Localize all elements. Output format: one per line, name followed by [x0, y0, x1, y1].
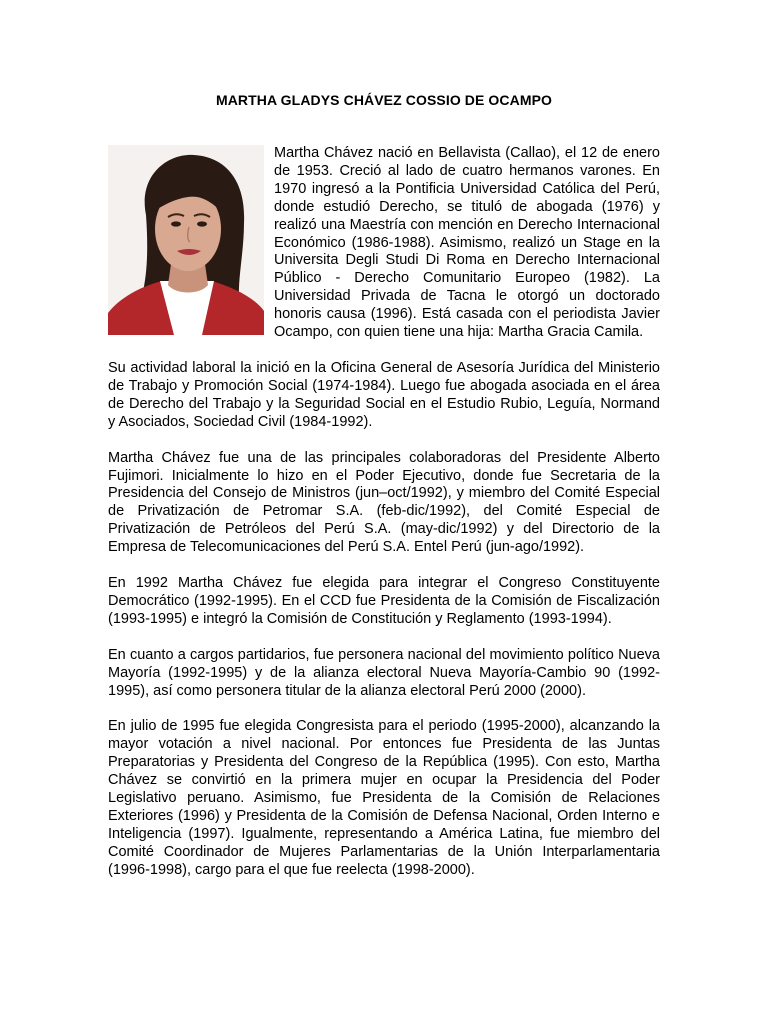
portrait-photo — [108, 145, 264, 335]
paragraph-5: En cuanto a cargos partidarios, fue personera nacional del movimiento político Nueva Mayoría (1992-1995) y de la alianza electoral Nueva Mayoría-Cambio 90 (1992-1995), así como personera titular de la alianza electoral Perú 2000 (2000). — [108, 646, 660, 699]
paragraph-1-text: Martha Chávez nació en Bellavista (Callao), el 12 de enero de 1953. Creció al lado de cuatro hermanos varones. En 1970 ingresó a la Pontificia Universidad Católica del Perú, donde estudió Derecho, se tituló de abogada (1976) y realizó una Maestría con mención en Derecho Internacional Económico (1986-1988). Asimismo, realizó un Stage en la Universita Degli Studi Di Roma en Derecho Internacional Público - Derecho Comunitario Europeo (1982). La Universidad Privada de Tacna le otorgó un doctorado honoris causa (1996). Está casada con el periodista Javier Ocampo, con quien tiene una hija: Martha Gracia Camila. — [274, 145, 660, 341]
paragraph-4: En 1992 Martha Chávez fue elegida para integrar el Congreso Constituyente Democrático (1992-1995). En el CCD fue Presidenta de la Comisión de Fiscalización (1993-1995) e integró la Comisión de Constitución y Reglamento (1993-1994). — [108, 575, 660, 627]
document-page — [108, 91, 660, 898]
paragraph-6: En julio de 1995 fue elegida Congresista para el periodo (1995-2000), alcanzando la mayor votación a nivel nacional. Por entonces fue Presidenta de las Juntas Preparatorias y Presidenta del Congreso de la República (1995). Con esto, Martha Chávez se convirtió en la primera mujer en ocupar la Presidencia del Poder Legislativo peruano. Asimismo, fue Presidenta de la Comisión de Relaciones Exteriores (1996) y Presidenta de la Comisión de Defensa Nacional, Orden Interno e Inteligencia (1997). Igualmente, representando a América Latina, fue miembro del Comité Coordinador de Mujeres Parlamentarias de la Unión Interparlamentaria (1996-1998), cargo para el que fue reelecta (1998-2000). — [108, 718, 660, 878]
document-title: MARTHA GLADYS CHÁVEZ COSSIO DE OCAMPO — [215, 92, 553, 108]
paragraph-2: Su actividad laboral la inició en la Oficina General de Asesoría Jurídica del Ministerio de Trabajo y Promoción Social (1974-1984). Luego fue abogada asociada en el área de Derecho del Trabajo y la Seguridad Social en el Estudio Rubio, Leguía, Normand y Asociados, Sociedad Civil (1984-1992). — [108, 359, 660, 430]
paragraph-1 — [108, 145, 660, 342]
paragraph-3: Martha Chávez fue una de las principales colaboradoras del Presidente Alberto Fujimori. Inicialmente lo hizo en el Poder Ejecutivo, donde fue Secretaria de la Presidencia del Consejo de Ministros (jun–oct/1992), y miembro del Comité Especial de Privatización de Petromar S.A. (feb-dic/1992), del Comité Especial de Privatización de Petróleos del Perú S.A. (may-dic/1992) y del Directorio de la Empresa de Telecomunicaciones del Perú S.A. Entel Perú (jun-ago/1992). — [108, 449, 660, 556]
